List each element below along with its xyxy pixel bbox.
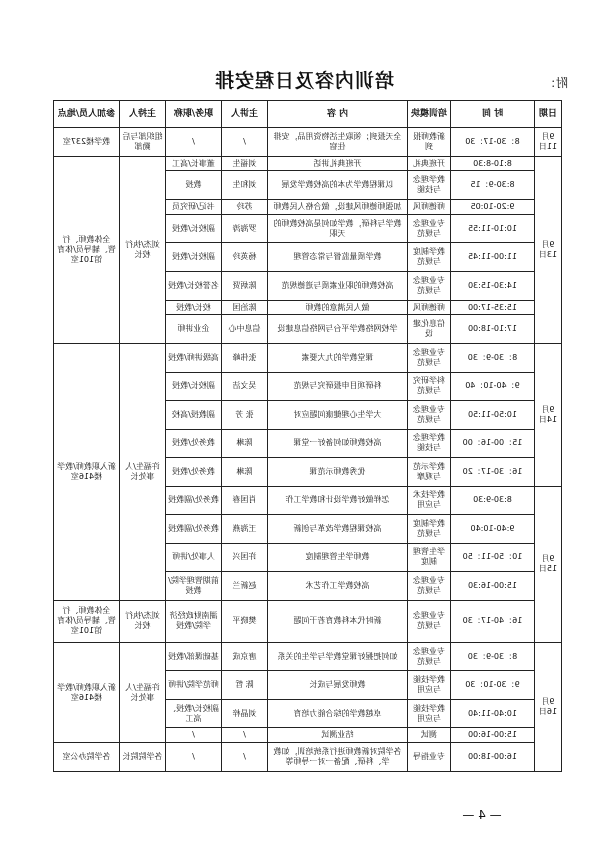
module-cell: 专业理念与规范 [408, 600, 451, 642]
content-cell: 教师学生管理制度 [268, 543, 408, 572]
page-number: — 4 — [462, 808, 502, 822]
host-cell: / [222, 728, 268, 743]
time-cell: 8：30-9：30 [451, 344, 535, 373]
content-cell: 高校课程教学改革与创新 [268, 515, 408, 544]
title-rank-cell: 教务处/教授 [166, 458, 222, 487]
table-row [54, 344, 562, 373]
participants-cell: 教学楼237室 [54, 128, 120, 157]
content-cell: 结业测试 [268, 728, 408, 743]
header-moderator: 主持人 [120, 101, 166, 128]
content-cell: 卓越教学的综合能力培育 [268, 699, 408, 728]
time-cell: 8:10-8:30 [451, 156, 535, 171]
time-cell: 15:00-16:30 [451, 572, 535, 601]
host-cell: 肖国春 [222, 486, 268, 515]
host-cell: 刘福生 [222, 156, 268, 171]
date-cell: 9月15日 [535, 486, 562, 642]
title-rank-cell: 基础课部/教授 [166, 642, 222, 671]
host-cell: 苏玲 [222, 200, 268, 215]
module-cell: 科学研究与规范 [408, 372, 451, 401]
module-cell: 教学示范与观摩 [408, 458, 451, 487]
module-cell: 师德师风 [408, 200, 451, 215]
content-cell: 开班典礼讲话 [268, 156, 408, 171]
title-rank-cell: 高级讲师/教授 [166, 344, 222, 373]
time-cell: 14:30-15:30 [451, 272, 535, 301]
table-row [54, 600, 562, 642]
host-cell: 张伟峰 [222, 344, 268, 373]
content-cell: 优秀教师示范课 [268, 458, 408, 487]
date-cell: 9月11日 [535, 128, 562, 157]
content-cell: 教师发展与成长 [268, 671, 408, 700]
time-cell: 9：30-10：30 [451, 671, 535, 700]
module-cell: 专业理念与规范 [408, 344, 451, 373]
host-cell: 樊晓平 [222, 600, 268, 642]
content-cell: 教学与科研，教学如何是高校教师的天职 [268, 214, 408, 243]
header-participants: 参加人员/地点 [54, 101, 120, 128]
time-cell: 17:10-18:00 [451, 315, 535, 344]
header-time: 时 间 [451, 101, 535, 128]
title-rank-cell: 教授 [166, 171, 222, 200]
title-rank-cell: 师范学院/讲师 [166, 671, 222, 700]
table-header-row [54, 101, 562, 128]
time-cell: 10:10-11:55 [451, 214, 535, 243]
host-cell: / [222, 128, 268, 157]
title-rank-cell: 副校长/教授 [166, 214, 222, 243]
title-rank-cell: 校长/教授 [166, 300, 222, 315]
time-cell: 16：30-17：20 [451, 458, 535, 487]
host-cell: 吴文洁 [222, 372, 268, 401]
module-cell: 教学理念与技能 [408, 429, 451, 458]
module-cell: 学生管理制度 [408, 543, 451, 572]
content-cell: 以课程教学为本的高校教学发展 [268, 171, 408, 200]
schedule-table [53, 100, 562, 772]
host-cell: 陈 哲 [222, 671, 268, 700]
host-cell: 许国兴 [222, 543, 268, 572]
participants-cell: 新入职教师/教学楼416室 [54, 642, 120, 743]
title-rank-cell: 企业讲师 [166, 315, 222, 344]
module-cell: 测试 [408, 728, 451, 743]
host-cell: 陈炳贤 [222, 272, 268, 301]
time-cell: 10：50-11：50 [451, 543, 535, 572]
date-cell: 9月16日 [535, 642, 562, 771]
content-cell: 如何把握好课堂教学与学生的关系 [268, 642, 408, 671]
title-rank-cell: 教务处/副教授 [166, 486, 222, 515]
table-row [54, 642, 562, 671]
content-cell: 大学生心理健康问题应对 [268, 401, 408, 430]
host-cell: 王海燕 [222, 515, 268, 544]
host-cell: 陈琳 [222, 429, 268, 458]
host-cell: / [222, 743, 268, 772]
title-rank-cell: 教务处/教授 [166, 429, 222, 458]
content-cell: 高校教师如何备好一堂课 [268, 429, 408, 458]
title-rank-cell: 书记/研究员 [166, 200, 222, 215]
content-cell: 新时代本科教育若干问题 [268, 600, 408, 642]
module-cell: 教学技术与应用 [408, 486, 451, 515]
content-cell: 高校教学工作艺术 [268, 572, 408, 601]
time-cell: 15:35-17:00 [451, 300, 535, 315]
host-cell: 唐京成 [222, 642, 268, 671]
host-cell: 赵新兰 [222, 572, 268, 601]
table-row [54, 156, 562, 171]
title-rank-cell: 副校长/教授 [166, 372, 222, 401]
module-cell: 专业指导 [408, 743, 451, 772]
time-cell: 16:00-18:00 [451, 743, 535, 772]
title-rank-cell: 副教授/高校 [166, 401, 222, 430]
module-cell: 专业理念与规范 [408, 214, 451, 243]
host-cell: 杨英玲 [222, 243, 268, 272]
time-cell: 15:00-16:00 [451, 728, 535, 743]
module-cell: 专业理念与规范 [408, 272, 451, 301]
header-host: 主讲人 [222, 101, 268, 128]
title-rank-cell: 董事长/高工 [166, 156, 222, 171]
moderator-cell: 刘杰/执行校长 [120, 600, 166, 642]
title-rank-cell: / [166, 728, 222, 743]
moderator-cell: 许福生/人事处长 [120, 344, 166, 601]
header-title-rank: 职务/职称 [166, 101, 222, 128]
title-rank-cell: 名誉校长/教授 [166, 272, 222, 301]
moderator-cell: 组织部与后勤部 [120, 128, 166, 157]
date-cell: 9月14日 [535, 344, 562, 487]
time-cell: 10:50-11:50 [451, 401, 535, 430]
time-cell: 16：40-17：30 [451, 600, 535, 642]
attachment-label: 附： [543, 76, 568, 90]
content-cell: 加强师德师风建设，做合格人民教师 [268, 200, 408, 215]
host-cell: 信息中心 [222, 315, 268, 344]
title-rank-cell: 副校长/教授、高工 [166, 699, 222, 728]
title-rank-cell: 前期管理学院/教授 [166, 572, 222, 601]
module-cell: 教学制度与规范 [408, 243, 451, 272]
table-row [54, 128, 562, 157]
content-cell: 科研项目申报研究与规范 [268, 372, 408, 401]
time-cell: 8：30-9：30 [451, 642, 535, 671]
title-rank-cell: 湖南财政经济学院/教授 [166, 600, 222, 642]
module-cell: 教学制度与规范 [408, 515, 451, 544]
time-cell: 8：30-17：30 [451, 128, 535, 157]
time-cell: 8:30-9:30 [451, 486, 535, 515]
content-cell: 教学质量监督与常态管理 [268, 243, 408, 272]
module-cell: 专业理念与规范 [408, 642, 451, 671]
participants-cell: 全体教师、行管、辅导员/体育馆101室 [54, 600, 120, 642]
time-cell: 11:00-11:45 [451, 243, 535, 272]
host-cell: 张 芳 [222, 401, 268, 430]
host-cell: 陈琳 [222, 458, 268, 487]
content-cell: 怎样做好教学设计和教学工作 [268, 486, 408, 515]
time-cell: 10:40-11:40 [451, 699, 535, 728]
title-rank-cell: / [166, 128, 222, 157]
title-rank-cell: / [166, 743, 222, 772]
module-cell: 信息化建设 [408, 315, 451, 344]
header-date: 日期 [535, 101, 562, 128]
table-row [54, 743, 562, 772]
participants-cell: 各学院办公室 [54, 743, 120, 772]
content-cell: 课堂教学的九大要素 [268, 344, 408, 373]
participants-cell: 新入职教师/教学楼416室 [54, 344, 120, 601]
content-cell: 各学院对新教师进行系统培训，如教学、科研、配备一对一导师等 [268, 743, 408, 772]
host-cell: 陈治国 [222, 300, 268, 315]
title-rank-cell: 副校长/教授 [166, 243, 222, 272]
content-cell: 做人民满意的教师 [268, 300, 408, 315]
content-cell: 高校教师的职业素质与道德规范 [268, 272, 408, 301]
moderator-cell: 许福生/人事处长 [120, 642, 166, 743]
time-cell: 15：00-16：00 [451, 429, 535, 458]
module-cell: 专业理念与规范 [408, 572, 451, 601]
moderator-cell: 各学院院长 [120, 743, 166, 772]
title-rank-cell: 教务处/副教授 [166, 515, 222, 544]
title-rank-cell: 人事处/讲师 [166, 543, 222, 572]
time-cell: 8:30-9：15 [451, 171, 535, 200]
module-cell: 新教师报到 [408, 128, 451, 157]
module-cell: 师德师风 [408, 300, 451, 315]
host-cell: 刘和生 [222, 171, 268, 200]
module-cell: 专业理念与规范 [408, 401, 451, 430]
content-cell: 全天报到；领取生活物资用品，安排住宿 [268, 128, 408, 157]
host-cell: 罗海涛 [222, 214, 268, 243]
module-cell: 开班典礼 [408, 156, 451, 171]
module-cell: 教学技能与应用 [408, 671, 451, 700]
participants-cell: 全体教师、行管、辅导员/体育馆101室 [54, 156, 120, 343]
date-cell: 9月13日 [535, 156, 562, 343]
module-cell: 教学理念与技能 [408, 171, 451, 200]
time-cell: 9:40-10:40 [451, 515, 535, 544]
page-title: 培训内容及日程安排 [214, 70, 395, 92]
time-cell: 9:20-10:05 [451, 200, 535, 215]
host-cell: 刘晶梓 [222, 699, 268, 728]
header-module: 培训模块 [408, 101, 451, 128]
moderator-cell: 刘杰/执行校长 [120, 156, 166, 343]
time-cell: 9：40-10：40 [451, 372, 535, 401]
module-cell: 教学技能与应用 [408, 699, 451, 728]
content-cell: 学校网络教学平台与网络信息建设 [268, 315, 408, 344]
header-content: 内 容 [268, 101, 408, 128]
